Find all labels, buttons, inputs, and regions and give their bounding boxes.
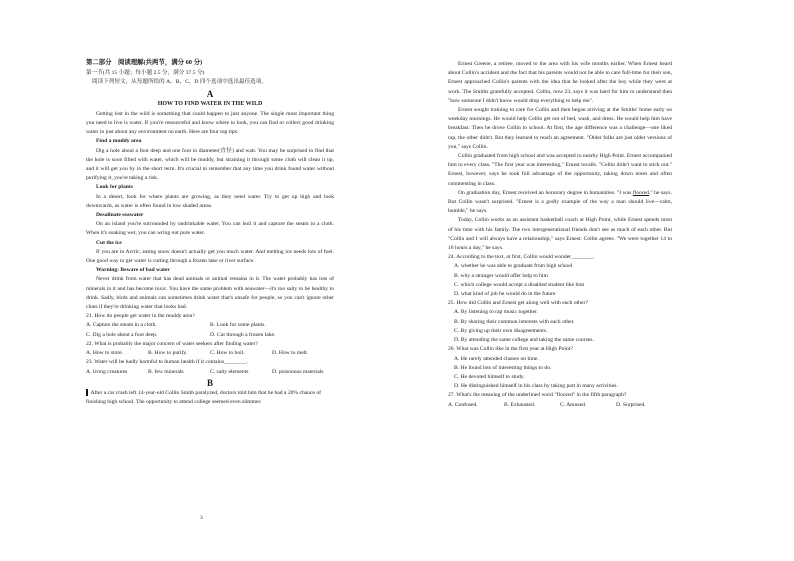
passage-a-letter: A [206, 88, 214, 99]
section-header: 第二部分 阅读理解(共两节，满分 60 分) [86, 59, 203, 66]
question-21-options [86, 321, 334, 339]
option-c: C. He devoted himself to study. [454, 373, 525, 380]
underlined-word: floored [632, 189, 649, 196]
option-b: B. why a stranger would offer help to him [454, 272, 548, 279]
option-c: C. How to boil. [210, 350, 245, 357]
option-d: D. How to melt. [272, 350, 309, 357]
page-number: 3 [200, 515, 203, 521]
passage-a-paragraph: Getting lost in the wild is something that could happen to just anyone. The single most important thing you need to live is water. If you're resourceful and know where to look, you can find or collect good drinking water in just about any environment on earth. Here are four top tips: [86, 110, 334, 136]
option-b: B. He found lots of interesting things to do. [454, 364, 552, 371]
option-c: C. By giving up their own disagreements. [454, 327, 548, 334]
passage-b-paragraph [86, 389, 334, 407]
question-24: 24. According to the text, at first, Collin would wonder________. [448, 254, 595, 261]
passage-a-paragraph: On an island you're surrounded by undrinkable water. You can boil it and capture the steam in a cloth. When it's soaking wet, you can wring out pure water. [86, 221, 334, 237]
option-a: A. He rarely attended classes on time. [454, 355, 539, 362]
passage-a-heading: Warning: Beware of bad water [96, 267, 170, 274]
option-d: D. Surprised. [616, 401, 646, 408]
question-26: 26. What was Collin like in the first year at High Point? [448, 346, 573, 353]
option-b: B. How to purify. [148, 350, 188, 357]
option-d: D. By attending the same college and taking the same courses. [454, 337, 594, 344]
passage-b-paragraph: Collin graduated from high school and was accepted to nearby High Point. Ernest accompanied him to every class. "The first year was interesting," Ernest recalls. "Collin didn't want to stick out." Ernest, however, says he took full advantage of the opportunity, taking down notes and often commenting in class. [448, 153, 672, 187]
option-a: A. How to store. [86, 350, 124, 357]
instruction: 阅读下列短文，从每题所给的 A、B、C、D 四个选项中选出最佳选项。 [92, 79, 267, 86]
option-d: D. Cut through a frozen lake. [210, 331, 276, 338]
question-22: 22. What is probably the major concern of water seekers after finding water? [86, 340, 258, 347]
passage-a-heading: Desalinate seawater [96, 212, 144, 219]
passage-a-paragraph: Dig a hole about a foot deep and one foot in diameter(直径) and wait. You may be surprised to find that the hole is soon filled with water, which will be muddy, but straining it through some cloth will clean it up, and it will get you by in the short term. It's crucial to remember that any time you drink found water without purifying it, you're taking a risk. [86, 147, 334, 182]
question-27-options [448, 401, 672, 410]
option-d: D. He distinguished himself in his class by taking part in many activities. [454, 383, 618, 390]
question-25: 25. How did Collin and Ernest get along well with each other? [448, 300, 588, 307]
option-a: A. living creatures [86, 368, 128, 375]
passage-a-paragraph: In a desert, look for where plants are growing, as they need water. Try to get up high and look downwards, as water is often found in low shaded areas. [86, 193, 334, 209]
margin-marker [86, 389, 88, 396]
option-b: B. Look for some plants. [210, 322, 266, 329]
passage-a-heading: Look for plants [96, 184, 133, 191]
passage-b-paragraph: Ernest Greene, a retiree, moved to the area with his wife months earlier. When Ernest heard about Collin's accident and the fact that his parents would not be able to care full-time for their son, Ernest approached Collin's parents with the idea that he looked after the boy while they were at work. The Smiths gratefully accepted. Collin, now 23, says it was hard for him to understand then "how someone I didn't know would drop everything to help me". [448, 61, 672, 104]
passage-a-paragraph: If you are in Arctic, eating snow doesn't actually get you much water. And melting ice needs lots of fuel. One good way to get water is cutting through a frozen lake or river surface. [86, 248, 334, 265]
option-c: C. salty elements [210, 368, 249, 375]
question-22-options [86, 349, 334, 358]
option-a: A. By listening to rap music together. [454, 309, 538, 316]
passage-b-letter: B [206, 377, 213, 388]
passage-a-heading: Find a muddy area [96, 138, 142, 145]
text-fragment: ," he says. But Collin wasn't surprised. "Ernest is a godly example of the way a man should live—calm, humble," he says. [448, 189, 672, 215]
question-27: 27. What's the meaning of the underlined word "floored" in the fifth paragraph? [448, 392, 627, 399]
question-23: 23. Water will be badly harmful to human health if it contains________. [86, 359, 248, 366]
right-column [448, 60, 672, 410]
question-21: 21. How do people get water in the muddy area? [86, 313, 195, 320]
passage-a-paragraph: Never drink from water that has dead animals or animal remains in it. The water probably has lots of minerals in it and has become toxic. You have the same problem with seawater—it's too salty to be healthy to drink. Sadly, birds and animals can sometimes drink water that's unsafe for people, so you can't ignore other clues if they're drinking water that looks bad. [86, 276, 334, 311]
text-fragment: On graduation day, Ernest received an honorary degree in humanities. "I was [458, 189, 633, 196]
option-d: D. what kind of job he would do in the future [454, 291, 556, 298]
option-a: A. Confused. [448, 401, 478, 408]
passage-b-text: After a car crash left 14-year-old Collin Smith paralyzed, doctors told him that he had a 20% chance of finishing high school. The opportunity to attend college seemed even slimmer. [86, 389, 322, 405]
passage-a-heading: Cut the ice [96, 239, 122, 246]
passage-a-title: HOW TO FIND WATER IN THE WILD [157, 100, 263, 107]
passage-b-paragraph [448, 189, 672, 217]
option-a: A. Capture the steam in a cloth. [86, 322, 157, 329]
option-b: B. Exhausted. [504, 401, 536, 408]
left-column [86, 58, 334, 407]
option-b: B. few minerals [148, 368, 184, 375]
passage-b-paragraph: Today, Collin works as an assistant basketball coach at High Point, while Ernest spends most of his time with his family. The two intergenerational friends don't see as much of each other. But "Collin and I will always have a relationship," says Ernest. Collin agrees. "We were together 14 to 16 hours a day," he says. [448, 217, 672, 252]
option-c: C. which college would accept a disabled student like him [454, 281, 585, 288]
option-c: C. Dig a hole about a foot deep. [86, 331, 158, 338]
question-23-options [86, 368, 334, 377]
option-a: A. whether he was able to graduate from high school [454, 263, 573, 270]
option-c: C. Amused. [560, 401, 587, 408]
option-d: D. poisonous materials [272, 368, 324, 375]
section-subheader: 第一节(共 15 小题；每小题 2.5 分，满分 37.5 分) [86, 70, 205, 77]
passage-b-paragraph: Ernest sought training to care for Collin and then began arriving at the Smiths' home early on weekday mornings. He would help Collin get out of bed, wash, and dress. He would help him have breakfast. Then he drove Collin to school. At first, the age difference was a challenge—one liked rap, the other didn't. But they learned to reach an agreement. "Older folks are just older versions of you," says Collin. [448, 107, 672, 150]
option-b: B. By sharing their common interests with each other. [454, 318, 575, 325]
